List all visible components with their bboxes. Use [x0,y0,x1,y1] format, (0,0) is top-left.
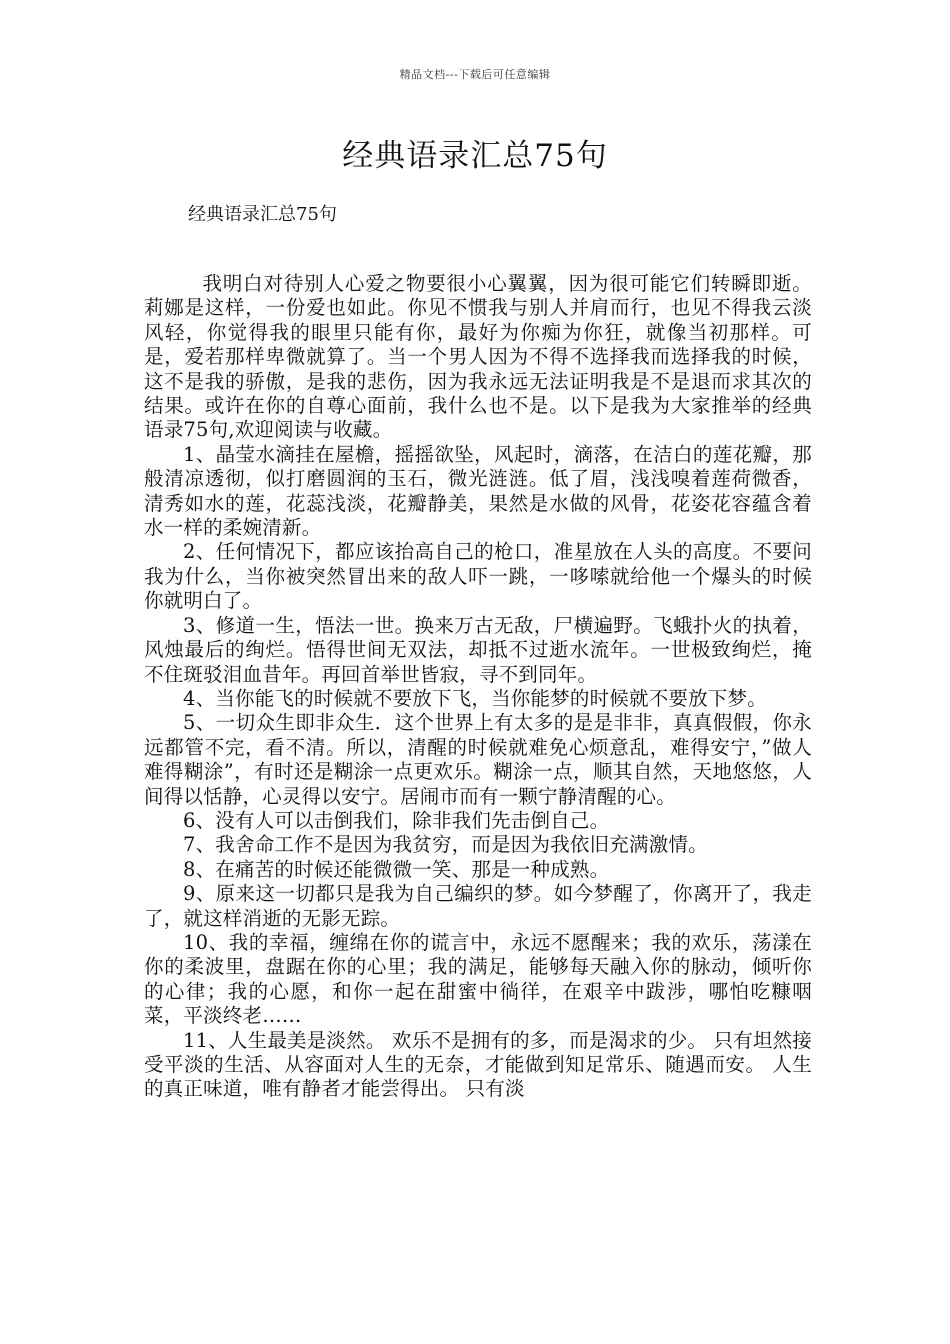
quote-paragraph: 3、修道一生，悟法一世。换来万古无敌，尸横遍野。飞蛾扑火的执着，风烛最后的绚烂。悟得世间无双法，却抵不过逝水流年。一世极致绚烂，掩不住斑驳泪血昔年。再回首举世皆寂，寻不到同年。 [144,613,812,686]
quote-paragraph: 2、任何情况下，都应该抬高自己的枪口，准星放在人头的高度。不要问我为什么，当你被突然冒出来的敌人吓一跳，一哆嗦就给他一个爆头的时候你就明白了。 [144,540,812,613]
quote-paragraph: 5、一切众生即非众生．这个世界上有太多的是是非非，真真假假，你永远都管不完，看不清。所以，清醒的时候就难免心烦意乱，难得安宁，”做人难得糊涂”，有时还是糊涂一点更欢乐。糊涂一点，顺其自然，天地悠悠，人间得以恬静，心灵得以安宁。居闹市而有一颗宁静清醒的心。 [144,711,812,808]
intro-paragraph: 我明白对待别人心爱之物要很小心翼翼，因为很可能它们转瞬即逝。莉娜是这样，一份爱也如此。你见不惯我与别人并肩而行，也见不得我云淡风轻，你觉得我的眼里只能有你，最好为你痴为你狂，就像当初那样。可是，爱若那样卑微就算了。当一个男人因为不得不选择我而选择我的时候，这不是我的骄傲，是我的悲伤，因为我永远无法证明我是不是退而求其次的结果。或许在你的自尊心面前，我什么也不是。以下是我为大家推举的经典语录75句,欢迎阅读与收藏。 [144,272,812,442]
quote-paragraph: 4、当你能飞的时候就不要放下飞，当你能梦的时候就不要放下梦。 [183,686,767,710]
quote-paragraph: 6、没有人可以击倒我们，除非我们先击倒自己。 [183,808,610,832]
document-title: 经典语录汇总75句 [342,138,608,174]
quote-paragraph: 1、晶莹水滴挂在屋檐，摇摇欲坠，风起时，滴落，在洁白的莲花瓣，那般清凉透彻，似打磨圆润的玉石，微光涟涟。低了眉，浅浅嗅着莲荷微香，清秀如水的莲，花蕊浅淡，花瓣静美，果然是水做的风骨，花姿花容蕴含着水一样的柔婉清新。 [144,442,812,540]
quote-paragraph: 10、我的幸福，缠绵在你的谎言中，永远不愿醒来；我的欢乐，荡漾在你的柔波里，盘踞在你的心里；我的满足，能够每天融入你的脉动，倾听你的心律；我的心愿，和你一起在甜蜜中徜徉，在艰辛中跋涉，哪怕吃糠咽菜，平淡终老…… [144,930,812,1028]
quote-paragraph: 9、原来这一切都只是我为自己编织的梦。如今梦醒了，你离开了，我走了，就这样消逝的无影无踪。 [144,882,812,930]
quote-paragraph: 11、人生最美是淡然。 欢乐不是拥有的多，而是渴求的少。 只有坦然接受平淡的生活、从容面对人生的无奈，才能做到知足常乐、随遇而安。 人生的真正味道，唯有静者才能尝得出。 只有淡 [144,1028,813,1101]
quote-paragraph: 8、在痛苦的时候还能微微一笑、那是一种成熟。 [183,857,610,881]
document-subtitle: 经典语录汇总75句 [188,204,337,225]
quote-paragraph: 7、我舍命工作不是因为我贫穷，而是因为我依旧充满激情。 [183,833,708,857]
body-text [144,272,812,1102]
header-note: 精品文档---下载后可任意编辑 [399,68,551,81]
